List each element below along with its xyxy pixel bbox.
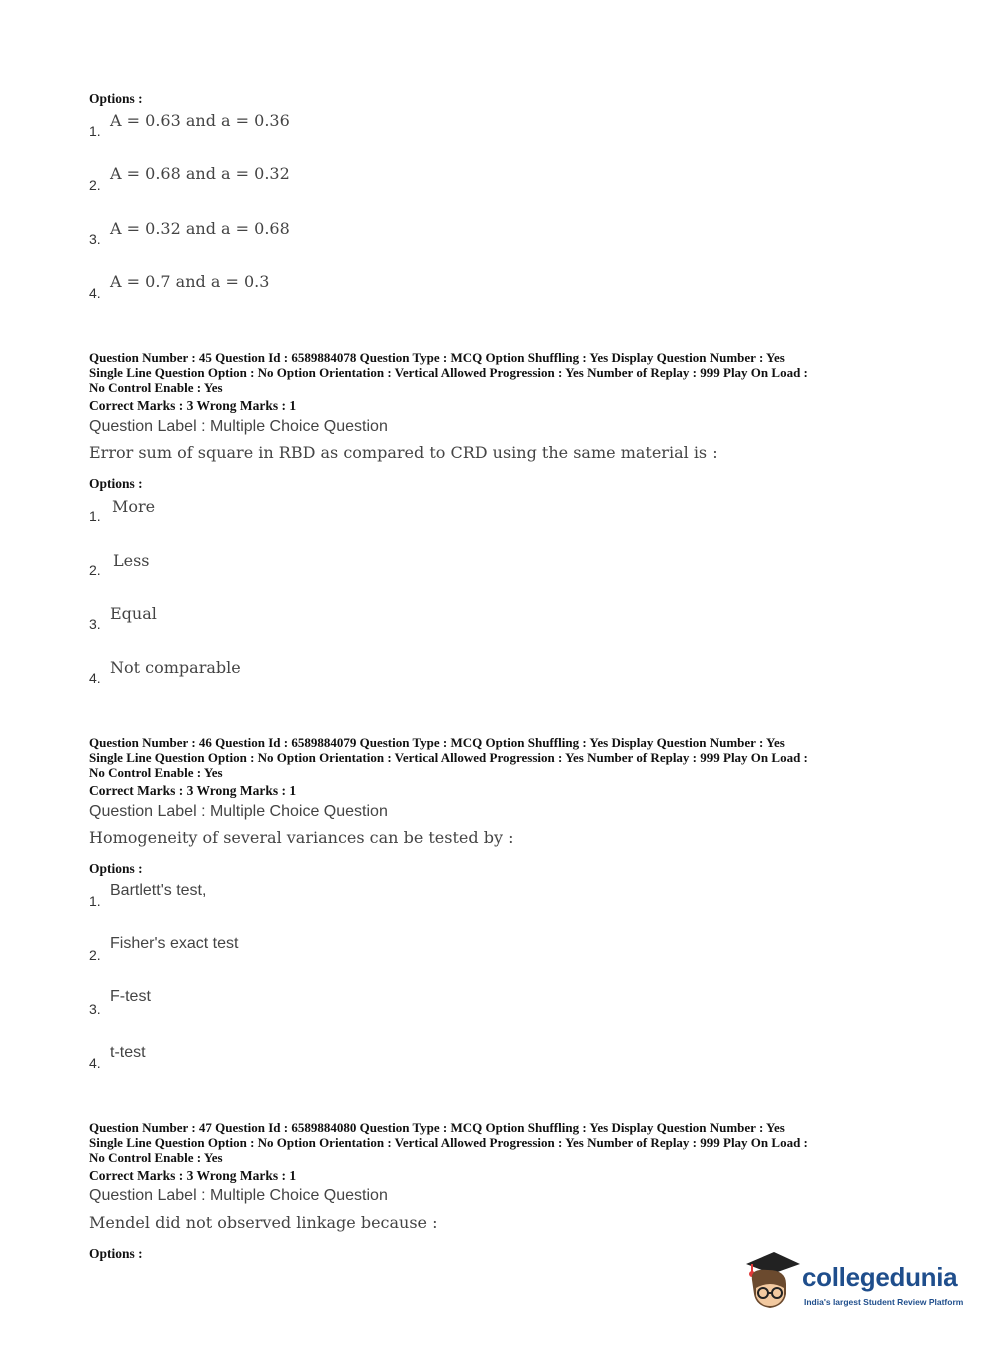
brand-name: collegedunia bbox=[802, 1262, 958, 1292]
question-meta-line: No Control Enable : Yes bbox=[89, 1150, 223, 1165]
option-number: 3. bbox=[89, 1001, 101, 1017]
question-meta-line: Question Number : 46 Question Id : 6589884079 Question Type : MCQ Option Shuffling : Yes Display Question Number : Yes bbox=[89, 735, 785, 750]
question-label: Question Label : Multiple Choice Question bbox=[89, 803, 388, 820]
option-text: Not comparable bbox=[110, 658, 241, 677]
question-meta bbox=[89, 350, 919, 395]
question-meta-line: Single Line Question Option : No Option Orientation : Vertical Allowed Progression : Yes Number of Replay : 999 Play On Load : bbox=[89, 750, 808, 765]
option-number: 1. bbox=[89, 123, 101, 139]
option-text: A = 0.32 and a = 0.68 bbox=[110, 219, 290, 238]
option-number: 2. bbox=[89, 177, 101, 193]
question-meta-line: Single Line Question Option : No Option Orientation : Vertical Allowed Progression : Yes Number of Replay : 999 Play On Load : bbox=[89, 365, 808, 380]
question-marks: Correct Marks : 3 Wrong Marks : 1 bbox=[89, 783, 297, 798]
option-text: Fisher's exact test bbox=[110, 935, 239, 952]
option-text: F-test bbox=[110, 988, 151, 1005]
options-label: Options : bbox=[89, 861, 143, 876]
question-text: Homogeneity of several variances can be tested by : bbox=[89, 828, 514, 847]
option-text: A = 0.7 and a = 0.3 bbox=[110, 272, 270, 291]
option-text: Less bbox=[113, 551, 150, 570]
option-number: 3. bbox=[89, 231, 101, 247]
option-text: More bbox=[112, 497, 156, 516]
question-meta-line: No Control Enable : Yes bbox=[89, 380, 223, 395]
option-text: Equal bbox=[110, 604, 157, 623]
options-label: Options : bbox=[89, 1246, 143, 1261]
question-meta-line: Question Number : 45 Question Id : 6589884078 Question Type : MCQ Option Shuffling : Yes Display Question Number : Yes bbox=[89, 350, 785, 365]
brand-tagline: India's largest Student Review Platform bbox=[804, 1297, 964, 1307]
question-marks: Correct Marks : 3 Wrong Marks : 1 bbox=[89, 1168, 297, 1183]
question-meta bbox=[89, 1120, 919, 1165]
question-text: Mendel did not observed linkage because : bbox=[89, 1213, 438, 1232]
option-number: 4. bbox=[89, 285, 101, 301]
option-number: 4. bbox=[89, 1055, 101, 1071]
options-label: Options : bbox=[89, 476, 143, 491]
question-meta bbox=[89, 735, 919, 780]
option-text: A = 0.68 and a = 0.32 bbox=[110, 164, 290, 183]
collegedunia-logo bbox=[740, 1250, 980, 1320]
options-label: Options : bbox=[89, 91, 143, 106]
question-meta-line: Question Number : 47 Question Id : 6589884080 Question Type : MCQ Option Shuffling : Yes Display Question Number : Yes bbox=[89, 1120, 785, 1135]
option-text: Bartlett's test, bbox=[110, 882, 207, 899]
option-number: 4. bbox=[89, 670, 101, 686]
mascot-icon bbox=[740, 1250, 802, 1314]
question-label: Question Label : Multiple Choice Question bbox=[89, 1187, 388, 1204]
option-number: 3. bbox=[89, 616, 101, 632]
question-meta-line: Single Line Question Option : No Option Orientation : Vertical Allowed Progression : Yes Number of Replay : 999 Play On Load : bbox=[89, 1135, 808, 1150]
option-text: t-test bbox=[110, 1044, 146, 1061]
option-number: 2. bbox=[89, 562, 101, 578]
question-marks: Correct Marks : 3 Wrong Marks : 1 bbox=[89, 398, 297, 413]
option-number: 1. bbox=[89, 893, 101, 909]
option-number: 1. bbox=[89, 508, 101, 524]
question-text: Error sum of square in RBD as compared to CRD using the same material is : bbox=[89, 443, 718, 462]
question-label: Question Label : Multiple Choice Question bbox=[89, 418, 388, 435]
option-number: 2. bbox=[89, 947, 101, 963]
question-meta-line: No Control Enable : Yes bbox=[89, 765, 223, 780]
option-text: A = 0.63 and a = 0.36 bbox=[110, 111, 290, 130]
